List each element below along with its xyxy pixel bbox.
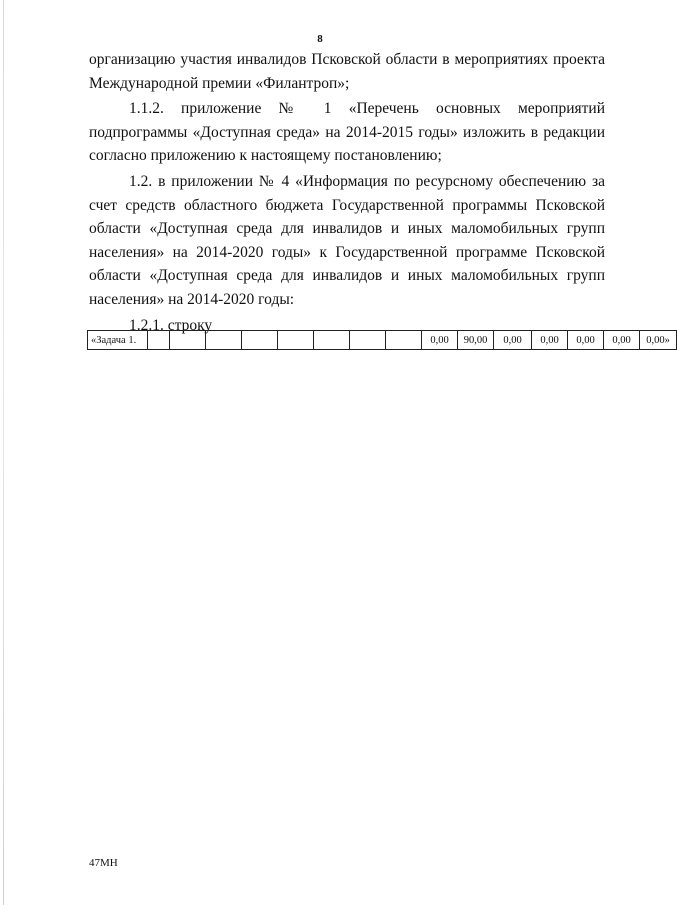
paragraph-1-1-2: 1.1.2. приложение № 1 «Перечень основных мероприятий подпрограммы «Доступная среда» на 2014-2015 годы» изложить в редакции согласно приложению к настоящему постановлению; [89, 100, 605, 165]
scan-edge-line [3, 0, 4, 905]
paragraph-continuation: организацию участия инвалидов Псковской области в мероприятиях проекта Международной премии «Филантроп»; [89, 51, 605, 92]
empty-cell [386, 331, 422, 350]
empty-cell [278, 331, 314, 350]
value-cell: 0,00 [494, 331, 532, 350]
empty-cell [314, 331, 350, 350]
budget-row-table [87, 330, 677, 350]
empty-cell [350, 331, 386, 350]
value-cell: 0,00 [422, 331, 458, 350]
row-label-cell: «Задача 1. [88, 331, 148, 350]
value-cell: 90,00 [458, 331, 494, 350]
paragraph-1-2-1: 1.2.1. строку [129, 316, 213, 334]
empty-cell [242, 331, 278, 350]
table-row [88, 331, 677, 350]
empty-cell [170, 331, 206, 350]
empty-cell [206, 331, 242, 350]
paragraph-1-2: 1.2. в приложении № 4 «Информация по ресурсному обеспечению за счет средств областного бюджета Государственной программы Псковской области «Доступная среда для инвалидов и иных маломобильных групп населения» на 2014-2020 годы» к Государственной программе Псковской области «Доступная среда для инвалидов и иных маломобильных групп населения» на 2014-2020 годы: [89, 172, 605, 308]
footer-code: 47МН [89, 857, 118, 869]
value-cell: 0,00 [604, 331, 640, 350]
page-number: 8 [317, 33, 323, 45]
empty-cell [148, 331, 170, 350]
document-body [89, 48, 605, 337]
value-cell: 0,00 [568, 331, 604, 350]
value-cell: 0,00» [640, 331, 677, 350]
value-cell: 0,00 [532, 331, 568, 350]
